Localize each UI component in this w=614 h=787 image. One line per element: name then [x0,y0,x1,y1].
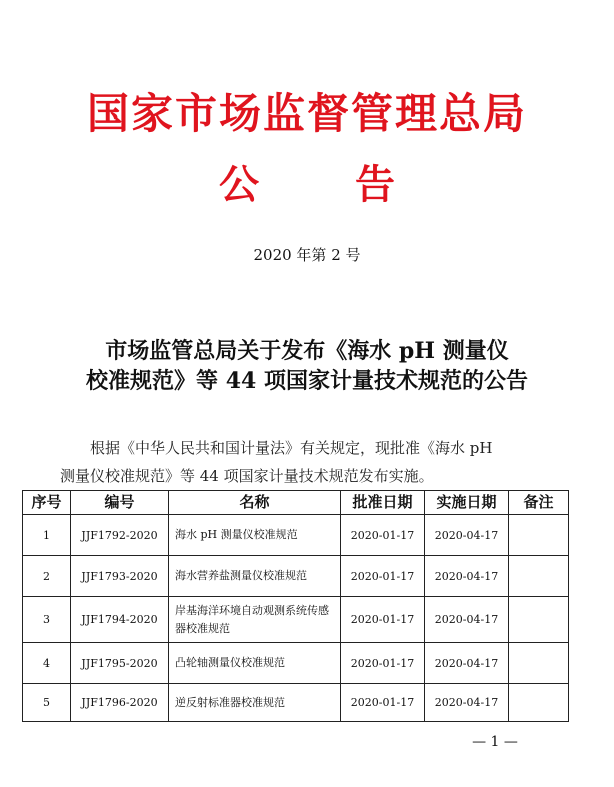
cell-effective-date: 2020-04-17 [425,597,509,643]
cell-effective-date: 2020-04-17 [425,684,509,722]
document-number: 2020 年第 2 号 [253,246,361,264]
cell-serial: 2 [23,556,71,597]
table-row [23,597,569,643]
cell-name: 逆反射标准器校准规范 [169,684,341,722]
cell-effective-date: 2020-04-17 [425,515,509,556]
page-number: — 1 — [472,734,518,750]
body-paragraph [60,434,580,490]
header-code: 编号 [71,491,169,515]
standards-table [22,490,569,722]
cell-remarks [509,556,569,597]
cell-approval-date: 2020-01-17 [341,643,425,684]
table-row [23,556,569,597]
cell-serial: 4 [23,643,71,684]
cell-code: JJF1796-2020 [71,684,169,722]
cell-name: 海水 pH 测量仪校准规范 [169,515,341,556]
cell-serial: 1 [23,515,71,556]
body-line-2: 测量仪校准规范》等 44 项国家计量技术规范发布实施。 [60,467,434,485]
cell-code: JJF1793-2020 [71,556,169,597]
notice-heading [0,160,614,210]
document-title [0,336,614,396]
cell-code: JJF1795-2020 [71,643,169,684]
cell-approval-date: 2020-01-17 [341,556,425,597]
title-line-1: 市场监管总局关于发布《海水 pH 测量仪 [105,338,509,364]
notice-char-2: 告 [355,161,395,208]
header-serial: 序号 [23,491,71,515]
cell-name: 海水营养盐测量仪校准规范 [169,556,341,597]
body-line-1: 根据《中华人民共和国计量法》有关规定，现批准《海水 pH [90,439,493,457]
table-header-row [23,491,569,515]
cell-name: 岸基海洋环境自动观测系统传感器校准规范 [169,597,341,643]
cell-name: 凸轮轴测量仪校准规范 [169,643,341,684]
cell-remarks [509,684,569,722]
cell-effective-date: 2020-04-17 [425,643,509,684]
table-row [23,643,569,684]
title-line-2: 校准规范》等 44 项国家计量技术规范的公告 [86,368,528,394]
cell-code: JJF1792-2020 [71,515,169,556]
table-row [23,515,569,556]
table-row [23,684,569,722]
header-remarks: 备注 [509,491,569,515]
cell-remarks [509,643,569,684]
cell-code: JJF1794-2020 [71,597,169,643]
notice-char-1: 公 [219,161,259,208]
cell-serial: 3 [23,597,71,643]
header-effective-date: 实施日期 [425,491,509,515]
cell-remarks [509,597,569,643]
cell-approval-date: 2020-01-17 [341,515,425,556]
header-approval-date: 批准日期 [341,491,425,515]
cell-remarks [509,515,569,556]
issuing-agency: 国家市场监督管理总局 [86,89,527,138]
cell-effective-date: 2020-04-17 [425,556,509,597]
header-name: 名称 [169,491,341,515]
cell-approval-date: 2020-01-17 [341,597,425,643]
cell-approval-date: 2020-01-17 [341,684,425,722]
cell-serial: 5 [23,684,71,722]
